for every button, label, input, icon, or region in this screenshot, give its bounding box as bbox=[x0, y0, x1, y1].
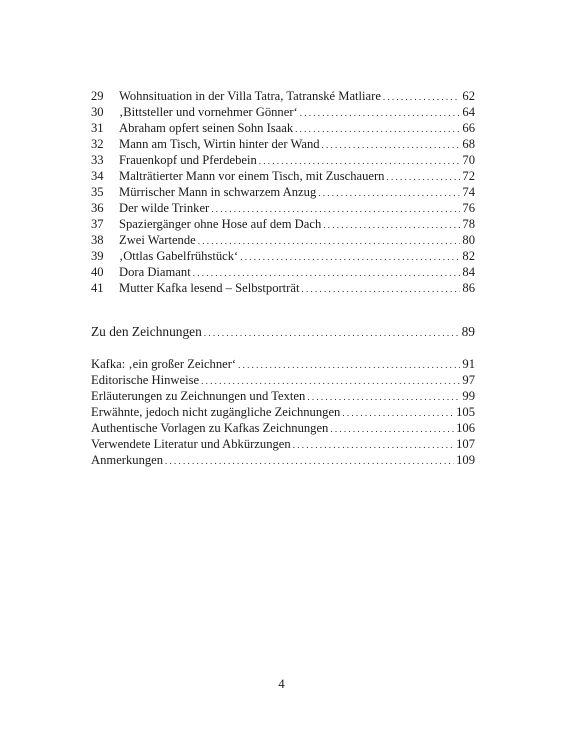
entry-page: 78 bbox=[462, 217, 475, 231]
entry-page: 106 bbox=[456, 421, 475, 435]
entry-number: 30 bbox=[91, 105, 104, 119]
entry-title: Wohnsituation in der Villa Tatra, Tatranské Matliare bbox=[119, 89, 381, 103]
entry-number: 37 bbox=[91, 217, 104, 231]
entry-page: 66 bbox=[462, 121, 475, 135]
entry-page: 109 bbox=[456, 453, 475, 467]
dot-leader bbox=[301, 281, 460, 297]
dot-leader bbox=[211, 201, 460, 217]
entry-number: 34 bbox=[91, 169, 104, 183]
entry-title: Mutter Kafka lesend – Selbstporträt bbox=[119, 281, 300, 295]
dot-leader bbox=[383, 89, 460, 105]
entry-page: 68 bbox=[462, 137, 475, 151]
entry-number: 33 bbox=[91, 153, 104, 167]
page-number: 4 bbox=[278, 677, 285, 691]
entry-number: 35 bbox=[91, 185, 104, 199]
entry-title: Mann am Tisch, Wirtin hinter der Wand bbox=[119, 137, 320, 151]
entry-title: Zwei Wartende bbox=[119, 233, 196, 247]
entry-page: 76 bbox=[462, 201, 475, 215]
entry-title: Mürrischer Mann in schwarzem Anzug bbox=[119, 185, 317, 199]
toc-entry bbox=[91, 152, 475, 169]
toc-entry bbox=[91, 120, 475, 137]
entry-number: 31 bbox=[91, 121, 104, 135]
toc-entry bbox=[91, 404, 475, 421]
dot-leader bbox=[201, 373, 460, 389]
dot-leader bbox=[342, 405, 454, 421]
entry-title: Malträtierter Mann vor einem Tisch, mit Zuschauern bbox=[119, 169, 385, 183]
dot-leader bbox=[240, 249, 460, 265]
entry-page: 91 bbox=[462, 357, 475, 371]
dot-leader bbox=[204, 325, 460, 341]
entry-page: 86 bbox=[462, 281, 475, 295]
dot-leader bbox=[318, 185, 460, 201]
entry-page: 99 bbox=[462, 389, 475, 403]
dot-leader bbox=[386, 169, 460, 185]
entry-title: Verwendete Literatur und Abkürzungen bbox=[91, 437, 291, 451]
toc-entry bbox=[91, 200, 475, 217]
entry-number: 36 bbox=[91, 201, 104, 215]
toc-entry bbox=[91, 356, 475, 373]
dot-leader bbox=[259, 153, 461, 169]
toc-entry bbox=[91, 216, 475, 233]
entry-title: Editorische Hinweise bbox=[91, 373, 200, 387]
entry-number: 38 bbox=[91, 233, 104, 247]
entry-page: 70 bbox=[462, 153, 475, 167]
entry-title: ‚Ottlas Gabelfrühstück‘ bbox=[119, 249, 239, 263]
entry-title: ‚Bittsteller und vornehmer Gönner‘ bbox=[119, 105, 298, 119]
toc-entry bbox=[91, 232, 475, 249]
toc-entry bbox=[91, 104, 475, 121]
section-page: 89 bbox=[461, 324, 475, 339]
toc-entry bbox=[91, 264, 475, 281]
toc-entry bbox=[91, 436, 475, 453]
entry-title: Erläuterungen zu Zeichnungen und Texten bbox=[91, 389, 306, 403]
toc-entry bbox=[91, 184, 475, 201]
toc-entry bbox=[91, 248, 475, 265]
entry-page: 107 bbox=[456, 437, 475, 451]
entry-page: 97 bbox=[462, 373, 475, 387]
dot-leader bbox=[323, 217, 460, 233]
toc-entry bbox=[91, 280, 475, 297]
entry-title: Authentische Vorlagen zu Kafkas Zeichnungen bbox=[91, 421, 329, 435]
toc-entry bbox=[91, 420, 475, 437]
entry-page: 64 bbox=[462, 105, 475, 119]
entry-page: 80 bbox=[462, 233, 475, 247]
section-heading bbox=[91, 324, 475, 341]
toc-entry bbox=[91, 372, 475, 389]
dot-leader bbox=[193, 265, 461, 281]
entry-page: 82 bbox=[462, 249, 475, 263]
toc-entry bbox=[91, 136, 475, 153]
dot-leader bbox=[198, 233, 461, 249]
dot-leader bbox=[322, 137, 461, 153]
toc-entry bbox=[91, 88, 475, 105]
dot-leader bbox=[307, 389, 460, 405]
entry-title: Spaziergänger ohne Hose auf dem Dach bbox=[119, 217, 322, 231]
toc-entry bbox=[91, 388, 475, 405]
entry-page: 72 bbox=[462, 169, 475, 183]
entry-title: Der wilde Trinker bbox=[119, 201, 210, 215]
entry-number: 39 bbox=[91, 249, 104, 263]
entry-number: 29 bbox=[91, 89, 104, 103]
entry-page: 105 bbox=[456, 405, 475, 419]
entry-number: 32 bbox=[91, 137, 104, 151]
entry-number: 40 bbox=[91, 265, 104, 279]
entry-page: 84 bbox=[462, 265, 475, 279]
entry-title: Abraham opfert seinen Sohn Isaak bbox=[119, 121, 294, 135]
entry-title: Anmerkungen bbox=[91, 453, 164, 467]
entry-number: 41 bbox=[91, 281, 104, 295]
toc-entry bbox=[91, 168, 475, 185]
section-title: Zu den Zeichnungen bbox=[91, 324, 202, 339]
dot-leader bbox=[295, 121, 460, 137]
dot-leader bbox=[300, 105, 461, 121]
dot-leader bbox=[293, 437, 454, 453]
entry-title: Dora Diamant bbox=[119, 265, 191, 279]
entry-title: Frauenkopf und Pferdebein bbox=[119, 153, 257, 167]
entry-page: 62 bbox=[462, 89, 475, 103]
entry-page: 74 bbox=[462, 185, 475, 199]
dot-leader bbox=[238, 357, 460, 373]
entry-title: Kafka: ‚ein großer Zeichner‘ bbox=[91, 357, 237, 371]
dot-leader bbox=[165, 453, 454, 469]
dot-leader bbox=[330, 421, 454, 437]
entry-title: Erwähnte, jedoch nicht zugängliche Zeichnungen bbox=[91, 405, 341, 419]
toc-entry bbox=[91, 452, 475, 469]
